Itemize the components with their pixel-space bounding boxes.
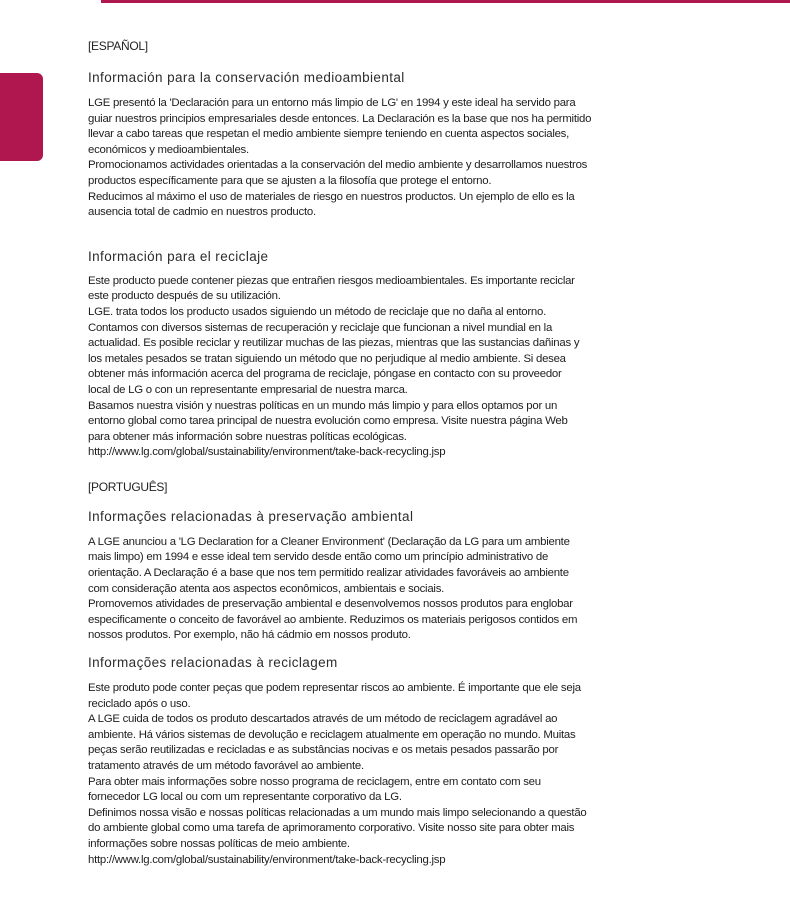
header-rule — [101, 0, 790, 3]
heading-portuguese-recycling: Informações relacionadas à reciclagem — [88, 655, 338, 671]
language-label-portuguese: [PORTUGUÊS] — [88, 479, 168, 494]
page-content — [88, 38, 660, 868]
chapter-side-tab — [0, 73, 43, 161]
body-portuguese-preservation: A LGE anunciou a 'LG Declaration for a Cleaner Environment' (Declaração da LG para um ambiente mais limpo) em 1994 e esse ideal tem servido desde então como um princípio administrativo de orientação. A Declaração é a base que nos tem permitido realizar atividades favoráveis ao ambiente com consideração atenta aos aspectos econômicos, ambientais e sociais. Promovemos atividades de preservação ambiental e desenvolvemos nossos produtos para englobar especificamente o conceito de favorável ao ambiente. Reduzimos os materiais perigosos contidos em nossos produtos. Por exemplo, não há cádmio em nossos produto. — [88, 535, 578, 642]
heading-spanish-conservation: Información para la conservación medioambiental — [88, 70, 405, 85]
body-spanish-conservation: LGE presentó la 'Declaración para un entorno más limpio de LG' en 1994 y este ideal ha servido para guiar nuestros principios empresariales desde entonces. La Declaración es la base que nos ha permitido llevar a cabo tareas que respetan el medio ambiente siempre teniendo en cuenta aspectos sociales, económicos y medioambientales. Promocionamos actividades orientadas a la conservación del medio ambiente y desarrollamos nuestros productos específicamente para que se ajusten a la filosofía que protege el entorno. Reducimos al máximo el uso de materiales de riesgo en nuestros productos. Un ejemplo de ello es la ausencia total de cadmio en nuestros producto. — [88, 97, 592, 219]
language-label-spanish: [ESPAÑOL] — [88, 39, 148, 53]
heading-portuguese-preservation: Informações relacionadas à preservação ambiental — [88, 508, 414, 524]
heading-spanish-recycling: Información para el reciclaje — [88, 248, 269, 264]
body-spanish-recycling: Este producto puede contener piezas que entrañen riesgos medioambientales. Es importante reciclar este producto después de su utilización. LGE. trata todos los producto usados siguiendo un método de reciclaje que no daña al entorno. Contamos con diversos sistemas de recuperación y reciclaje que funcionan a nivel mundial en la actualidad. Es posible reciclar y reutilizar muchas de las piezas, mientras que las sustancias dañinas y los metales pesados se tratan siguiendo un método que no perjudique al medio ambiente. Si desea obtener más información acerca del programa de reciclaje, póngase en contacto con su proveedor local de LG o con un representante empresarial de nuestra marca. Basamos nuestra visión y nuestras políticas en un mundo más limpio y para ellos optamos por un entorno global como tarea principal de nuestra evolución como empresa. Visite nuestra página Web para obtener más información sobre nuestras políticas ecológicas. http://www.lg.com/global/sustainability/environment/take-back-recycling.jsp — [88, 274, 580, 459]
body-portuguese-recycling: Este produto pode conter peças que podem representar riscos ao ambiente. É importante que ele seja reciclado após o uso. A LGE cuida de todos os produto descartados através de um método de reciclagem agradável ao ambiente. Há vários sistemas de devolução e reciclagem atualmente em operação no mundo. Muitas peças serão reutilizadas e recicladas e as substâncias nocivas e os metais pesados passarão por tratamento através de um método favorável ao ambiente. Para obter mais informações sobre nosso programa de reciclagem, entre em contato com seu fornecedor LG local ou com um representante corporativo da LG. Definimos nossa visão e nossas políticas relacionadas a um mundo mais limpo selecionando a questão do ambiente global como uma tarefa de aprimoramento corporativo. Visite nosso site para obter mais informações sobre nossas políticas de meio ambiente. http://www.lg.com/global/sustainability/environment/take-back-recycling.jsp — [88, 682, 587, 866]
